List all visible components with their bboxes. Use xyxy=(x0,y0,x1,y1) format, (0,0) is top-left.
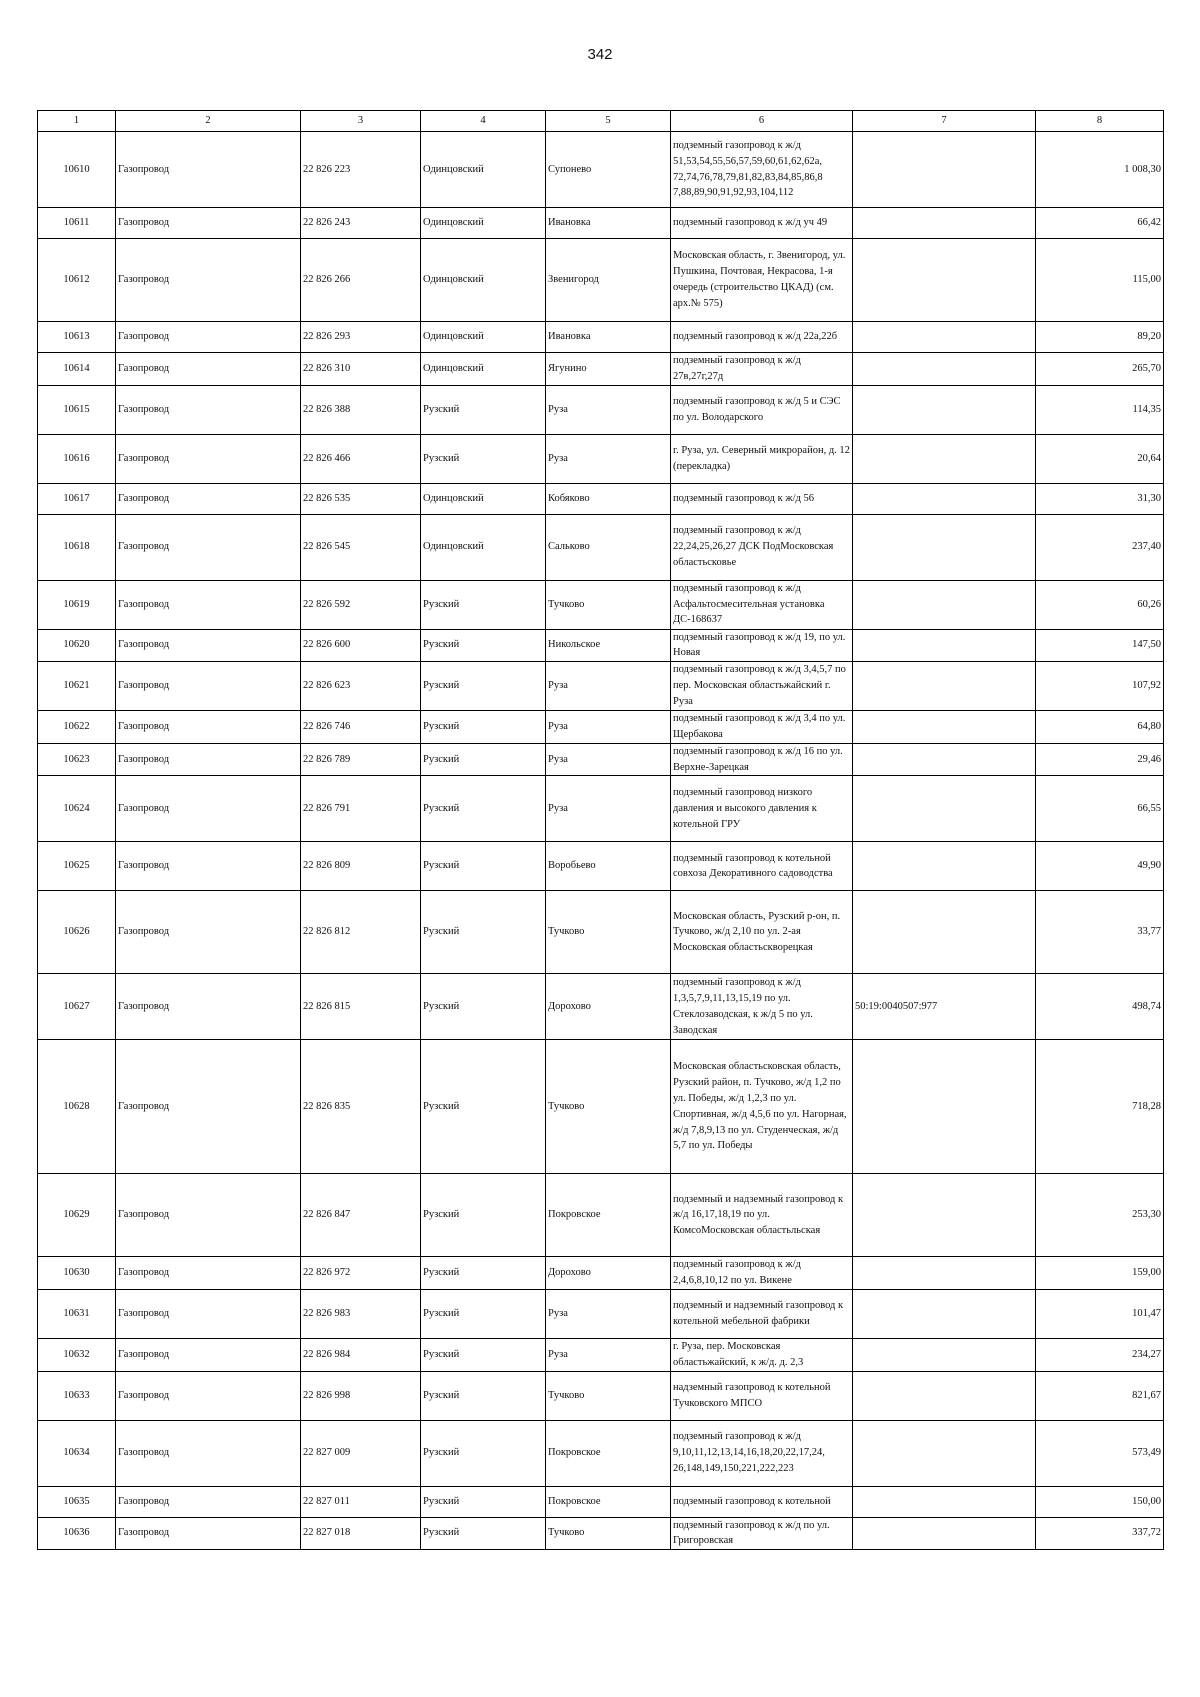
item-number: 10624 xyxy=(38,776,116,842)
object-description: подземный газопровод к ж/д 22,24,25,26,27 ДСК ПодМосковская областьсковье xyxy=(671,514,853,580)
object-code: 22 826 809 xyxy=(301,842,421,891)
item-number: 10632 xyxy=(38,1338,116,1371)
district: Одинцовский xyxy=(421,322,546,353)
locality: Руза xyxy=(546,385,671,434)
object-description: подземный газопровод к ж/д по ул. Григоровская xyxy=(671,1517,853,1550)
table-row xyxy=(38,629,1164,662)
locality: Руза xyxy=(546,743,671,776)
object-description: подземный газопровод к ж/д 2,4,6,8,10,12 по ул. Викене xyxy=(671,1257,853,1290)
table-row xyxy=(38,1486,1164,1517)
locality: Звенигород xyxy=(546,239,671,322)
item-number: 10623 xyxy=(38,743,116,776)
length-value: 66,55 xyxy=(1036,776,1164,842)
table-row xyxy=(38,132,1164,208)
district: Рузский xyxy=(421,711,546,744)
district: Одинцовский xyxy=(421,132,546,208)
length-value: 89,20 xyxy=(1036,322,1164,353)
table-row xyxy=(38,385,1164,434)
locality: Тучково xyxy=(546,1371,671,1420)
object-name: Газопровод xyxy=(116,1174,301,1257)
object-name: Газопровод xyxy=(116,434,301,483)
object-code: 22 826 984 xyxy=(301,1338,421,1371)
object-name: Газопровод xyxy=(116,842,301,891)
object-code: 22 826 789 xyxy=(301,743,421,776)
table-row xyxy=(38,1371,1164,1420)
object-name: Газопровод xyxy=(116,322,301,353)
cadastral-number xyxy=(853,580,1036,629)
object-description: подземный газопровод к котельной xyxy=(671,1486,853,1517)
district: Рузский xyxy=(421,629,546,662)
length-value: 265,70 xyxy=(1036,353,1164,386)
object-name: Газопровод xyxy=(116,776,301,842)
object-description: Московская область, Рузский р-он, п. Тучково, ж/д 2,10 по ул. 2-ая Московская областьскворецкая xyxy=(671,891,853,974)
object-description: подземный и надземный газопровод к котельной мебельной фабрики xyxy=(671,1289,853,1338)
length-value: 33,77 xyxy=(1036,891,1164,974)
district: Рузский xyxy=(421,776,546,842)
object-description: подземный газопровод к ж/д Асфальтосмесительная установка ДС-168637 xyxy=(671,580,853,629)
item-number: 10635 xyxy=(38,1486,116,1517)
item-number: 10611 xyxy=(38,208,116,239)
item-number: 10621 xyxy=(38,662,116,711)
object-description: подземный газопровод к ж/д 56 xyxy=(671,483,853,514)
length-value: 107,92 xyxy=(1036,662,1164,711)
table-row xyxy=(38,353,1164,386)
length-value: 147,50 xyxy=(1036,629,1164,662)
table-row xyxy=(38,743,1164,776)
item-number: 10636 xyxy=(38,1517,116,1550)
length-value: 234,27 xyxy=(1036,1338,1164,1371)
length-value: 337,72 xyxy=(1036,1517,1164,1550)
registry-body xyxy=(38,132,1164,1550)
object-name: Газопровод xyxy=(116,1371,301,1420)
table-row xyxy=(38,974,1164,1040)
object-code: 22 826 223 xyxy=(301,132,421,208)
item-number: 10616 xyxy=(38,434,116,483)
locality: Воробьево xyxy=(546,842,671,891)
district: Одинцовский xyxy=(421,514,546,580)
length-value: 66,42 xyxy=(1036,208,1164,239)
cadastral-number: 50:19:0040507:977 xyxy=(853,974,1036,1040)
length-value: 718,28 xyxy=(1036,1040,1164,1174)
locality: Дорохово xyxy=(546,1257,671,1290)
cadastral-number xyxy=(853,132,1036,208)
object-description: подземный газопровод к ж/д 22а,22б xyxy=(671,322,853,353)
object-name: Газопровод xyxy=(116,1040,301,1174)
object-name: Газопровод xyxy=(116,1289,301,1338)
table-row xyxy=(38,776,1164,842)
object-description: подземный газопровод к ж/д 9,10,11,12,13,14,16,18,20,22,17,24, 26,148,149,150,221,222,223 xyxy=(671,1420,853,1486)
object-name: Газопровод xyxy=(116,629,301,662)
object-name: Газопровод xyxy=(116,132,301,208)
object-code: 22 826 815 xyxy=(301,974,421,1040)
district: Рузский xyxy=(421,1517,546,1550)
object-name: Газопровод xyxy=(116,580,301,629)
object-code: 22 826 847 xyxy=(301,1174,421,1257)
cadastral-number xyxy=(853,1289,1036,1338)
locality: Тучково xyxy=(546,891,671,974)
object-description: подземный газопровод к ж/д 5 и СЭС по ул. Володарского xyxy=(671,385,853,434)
cadastral-number xyxy=(853,776,1036,842)
district: Одинцовский xyxy=(421,208,546,239)
district: Рузский xyxy=(421,743,546,776)
length-value: 49,90 xyxy=(1036,842,1164,891)
item-number: 10629 xyxy=(38,1174,116,1257)
district: Рузский xyxy=(421,1257,546,1290)
cadastral-number xyxy=(853,434,1036,483)
locality: Никольское xyxy=(546,629,671,662)
item-number: 10612 xyxy=(38,239,116,322)
locality: Тучково xyxy=(546,1040,671,1174)
column-header: 4 xyxy=(421,111,546,132)
length-value: 498,74 xyxy=(1036,974,1164,1040)
cadastral-number xyxy=(853,629,1036,662)
district: Рузский xyxy=(421,891,546,974)
length-value: 114,35 xyxy=(1036,385,1164,434)
object-description: подземный газопровод к ж/д 51,53,54,55,56,57,59,60,61,62,62а, 72,74,76,78,79,81,82,83,84,85,86,8 7,88,89,90,91,92,93,104,112 xyxy=(671,132,853,208)
page-number: 342 xyxy=(587,46,613,63)
object-code: 22 826 600 xyxy=(301,629,421,662)
locality: Покровское xyxy=(546,1486,671,1517)
object-code: 22 826 791 xyxy=(301,776,421,842)
object-code: 22 826 983 xyxy=(301,1289,421,1338)
district: Одинцовский xyxy=(421,353,546,386)
length-value: 1 008,30 xyxy=(1036,132,1164,208)
item-number: 10625 xyxy=(38,842,116,891)
table-row xyxy=(38,483,1164,514)
cadastral-number xyxy=(853,1040,1036,1174)
object-name: Газопровод xyxy=(116,208,301,239)
district: Рузский xyxy=(421,1371,546,1420)
column-header: 8 xyxy=(1036,111,1164,132)
object-code: 22 826 243 xyxy=(301,208,421,239)
length-value: 60,26 xyxy=(1036,580,1164,629)
object-description: подземный газопровод к ж/д уч 49 xyxy=(671,208,853,239)
column-header: 5 xyxy=(546,111,671,132)
object-name: Газопровод xyxy=(116,711,301,744)
item-number: 10610 xyxy=(38,132,116,208)
item-number: 10622 xyxy=(38,711,116,744)
object-code: 22 826 388 xyxy=(301,385,421,434)
column-header: 1 xyxy=(38,111,116,132)
column-header: 3 xyxy=(301,111,421,132)
object-description: надземный газопровод к котельной Тучковского МПСО xyxy=(671,1371,853,1420)
object-name: Газопровод xyxy=(116,662,301,711)
district: Рузский xyxy=(421,434,546,483)
object-code: 22 827 011 xyxy=(301,1486,421,1517)
length-value: 573,49 xyxy=(1036,1420,1164,1486)
object-code: 22 826 835 xyxy=(301,1040,421,1174)
object-name: Газопровод xyxy=(116,1257,301,1290)
district: Рузский xyxy=(421,1174,546,1257)
item-number: 10626 xyxy=(38,891,116,974)
locality: Ивановка xyxy=(546,208,671,239)
object-code: 22 826 266 xyxy=(301,239,421,322)
cadastral-number xyxy=(853,711,1036,744)
object-code: 22 826 972 xyxy=(301,1257,421,1290)
object-code: 22 826 466 xyxy=(301,434,421,483)
object-code: 22 826 812 xyxy=(301,891,421,974)
item-number: 10628 xyxy=(38,1040,116,1174)
item-number: 10613 xyxy=(38,322,116,353)
item-number: 10633 xyxy=(38,1371,116,1420)
district: Рузский xyxy=(421,1486,546,1517)
district: Рузский xyxy=(421,974,546,1040)
object-description: Московская область, г. Звенигород, ул. Пушкина, Почтовая, Некрасова, 1-я очередь (строительство ЦКАД) (см. арх.№ 575) xyxy=(671,239,853,322)
locality: Руза xyxy=(546,662,671,711)
locality: Руза xyxy=(546,1338,671,1371)
object-code: 22 826 545 xyxy=(301,514,421,580)
column-header: 7 xyxy=(853,111,1036,132)
table-row xyxy=(38,1174,1164,1257)
object-description: подземный газопровод к котельной совхоза Декоративного садоводства xyxy=(671,842,853,891)
table-row xyxy=(38,1420,1164,1486)
length-value: 821,67 xyxy=(1036,1371,1164,1420)
locality: Ягунино xyxy=(546,353,671,386)
length-value: 159,00 xyxy=(1036,1257,1164,1290)
locality: Покровское xyxy=(546,1174,671,1257)
object-description: г. Руза, ул. Северный микрорайон, д. 12 (перекладка) xyxy=(671,434,853,483)
length-value: 101,47 xyxy=(1036,1289,1164,1338)
object-name: Газопровод xyxy=(116,353,301,386)
locality: Руза xyxy=(546,434,671,483)
item-number: 10617 xyxy=(38,483,116,514)
cadastral-number xyxy=(853,1486,1036,1517)
object-code: 22 826 535 xyxy=(301,483,421,514)
item-number: 10631 xyxy=(38,1289,116,1338)
length-value: 115,00 xyxy=(1036,239,1164,322)
table-row xyxy=(38,580,1164,629)
length-value: 20,64 xyxy=(1036,434,1164,483)
locality: Руза xyxy=(546,711,671,744)
object-description: Московская областьсковская область, Рузский район, п. Тучково, ж/д 1,2 по ул. Победы, ж/д 1,2,3 по ул. Спортивная, ж/д 4,5,6 по ул. Нагорная, ж/д 7,8,9,13 по ул. Студенческая, ж/д 5,7 по ул. Победы xyxy=(671,1040,853,1174)
object-code: 22 827 018 xyxy=(301,1517,421,1550)
cadastral-number xyxy=(853,385,1036,434)
cadastral-number xyxy=(853,1257,1036,1290)
table-row xyxy=(38,239,1164,322)
object-name: Газопровод xyxy=(116,1517,301,1550)
locality: Ивановка xyxy=(546,322,671,353)
locality: Тучково xyxy=(546,1517,671,1550)
item-number: 10620 xyxy=(38,629,116,662)
district: Одинцовский xyxy=(421,239,546,322)
district: Рузский xyxy=(421,1040,546,1174)
length-value: 150,00 xyxy=(1036,1486,1164,1517)
object-name: Газопровод xyxy=(116,1420,301,1486)
cadastral-number xyxy=(853,208,1036,239)
locality: Кобяково xyxy=(546,483,671,514)
table-row xyxy=(38,1517,1164,1550)
cadastral-number xyxy=(853,662,1036,711)
column-header: 2 xyxy=(116,111,301,132)
locality: Руза xyxy=(546,776,671,842)
table-row xyxy=(38,1338,1164,1371)
length-value: 253,30 xyxy=(1036,1174,1164,1257)
cadastral-number xyxy=(853,483,1036,514)
cadastral-number xyxy=(853,891,1036,974)
cadastral-number xyxy=(853,842,1036,891)
table-row xyxy=(38,662,1164,711)
district: Рузский xyxy=(421,1289,546,1338)
locality: Руза xyxy=(546,1289,671,1338)
cadastral-number xyxy=(853,743,1036,776)
cadastral-number xyxy=(853,239,1036,322)
object-description: г. Руза, пер. Московская областьжайский, к ж/д. д. 2,3 xyxy=(671,1338,853,1371)
locality: Супонево xyxy=(546,132,671,208)
table-row xyxy=(38,434,1164,483)
district: Одинцовский xyxy=(421,483,546,514)
table-row xyxy=(38,842,1164,891)
object-name: Газопровод xyxy=(116,483,301,514)
object-description: подземный газопровод к ж/д 1,3,5,7,9,11,13,15,19 по ул. Стеклозаводская, к ж/д 5 по ул. Заводская xyxy=(671,974,853,1040)
item-number: 10619 xyxy=(38,580,116,629)
object-name: Газопровод xyxy=(116,891,301,974)
object-description: подземный газопровод к ж/д 16 по ул. Верхне-Зарецкая xyxy=(671,743,853,776)
object-name: Газопровод xyxy=(116,1486,301,1517)
locality: Сальково xyxy=(546,514,671,580)
object-description: подземный газопровод к ж/д 3,4,5,7 по пер. Московская областьжайский г. Руза xyxy=(671,662,853,711)
item-number: 10630 xyxy=(38,1257,116,1290)
object-description: подземный газопровод к ж/д 19, по ул. Новая xyxy=(671,629,853,662)
district: Рузский xyxy=(421,580,546,629)
column-number-row xyxy=(38,111,1164,132)
object-description: подземный газопровод к ж/д 27в,27г,27д xyxy=(671,353,853,386)
length-value: 237,40 xyxy=(1036,514,1164,580)
item-number: 10614 xyxy=(38,353,116,386)
object-code: 22 827 009 xyxy=(301,1420,421,1486)
item-number: 10618 xyxy=(38,514,116,580)
object-name: Газопровод xyxy=(116,974,301,1040)
district: Рузский xyxy=(421,842,546,891)
cadastral-number xyxy=(853,1420,1036,1486)
object-description: подземный и надземный газопровод к ж/д 16,17,18,19 по ул. КомсоМосковская областьльская xyxy=(671,1174,853,1257)
object-name: Газопровод xyxy=(116,514,301,580)
cadastral-number xyxy=(853,1174,1036,1257)
object-code: 22 826 998 xyxy=(301,1371,421,1420)
district: Рузский xyxy=(421,1420,546,1486)
object-code: 22 826 623 xyxy=(301,662,421,711)
table-row xyxy=(38,322,1164,353)
item-number: 10634 xyxy=(38,1420,116,1486)
table-row xyxy=(38,1040,1164,1174)
table-row xyxy=(38,208,1164,239)
object-name: Газопровод xyxy=(116,385,301,434)
length-value: 31,30 xyxy=(1036,483,1164,514)
object-code: 22 826 293 xyxy=(301,322,421,353)
object-description: подземный газопровод к ж/д 3,4 по ул. Щербакова xyxy=(671,711,853,744)
length-value: 29,46 xyxy=(1036,743,1164,776)
table-row xyxy=(38,1257,1164,1290)
district: Рузский xyxy=(421,662,546,711)
registry-table xyxy=(37,110,1164,1550)
locality: Покровское xyxy=(546,1420,671,1486)
locality: Тучково xyxy=(546,580,671,629)
object-code: 22 826 746 xyxy=(301,711,421,744)
object-name: Газопровод xyxy=(116,743,301,776)
item-number: 10615 xyxy=(38,385,116,434)
district: Рузский xyxy=(421,1338,546,1371)
object-code: 22 826 592 xyxy=(301,580,421,629)
object-code: 22 826 310 xyxy=(301,353,421,386)
cadastral-number xyxy=(853,1338,1036,1371)
cadastral-number xyxy=(853,514,1036,580)
table-row xyxy=(38,1289,1164,1338)
cadastral-number xyxy=(853,353,1036,386)
item-number: 10627 xyxy=(38,974,116,1040)
object-name: Газопровод xyxy=(116,239,301,322)
table-row xyxy=(38,711,1164,744)
cadastral-number xyxy=(853,1371,1036,1420)
cadastral-number xyxy=(853,322,1036,353)
table-row xyxy=(38,891,1164,974)
locality: Дорохово xyxy=(546,974,671,1040)
column-header: 6 xyxy=(671,111,853,132)
length-value: 64,80 xyxy=(1036,711,1164,744)
object-name: Газопровод xyxy=(116,1338,301,1371)
table-row xyxy=(38,514,1164,580)
district: Рузский xyxy=(421,385,546,434)
object-description: подземный газопровод низкого давления и высокого давления к котельной ГРУ xyxy=(671,776,853,842)
cadastral-number xyxy=(853,1517,1036,1550)
